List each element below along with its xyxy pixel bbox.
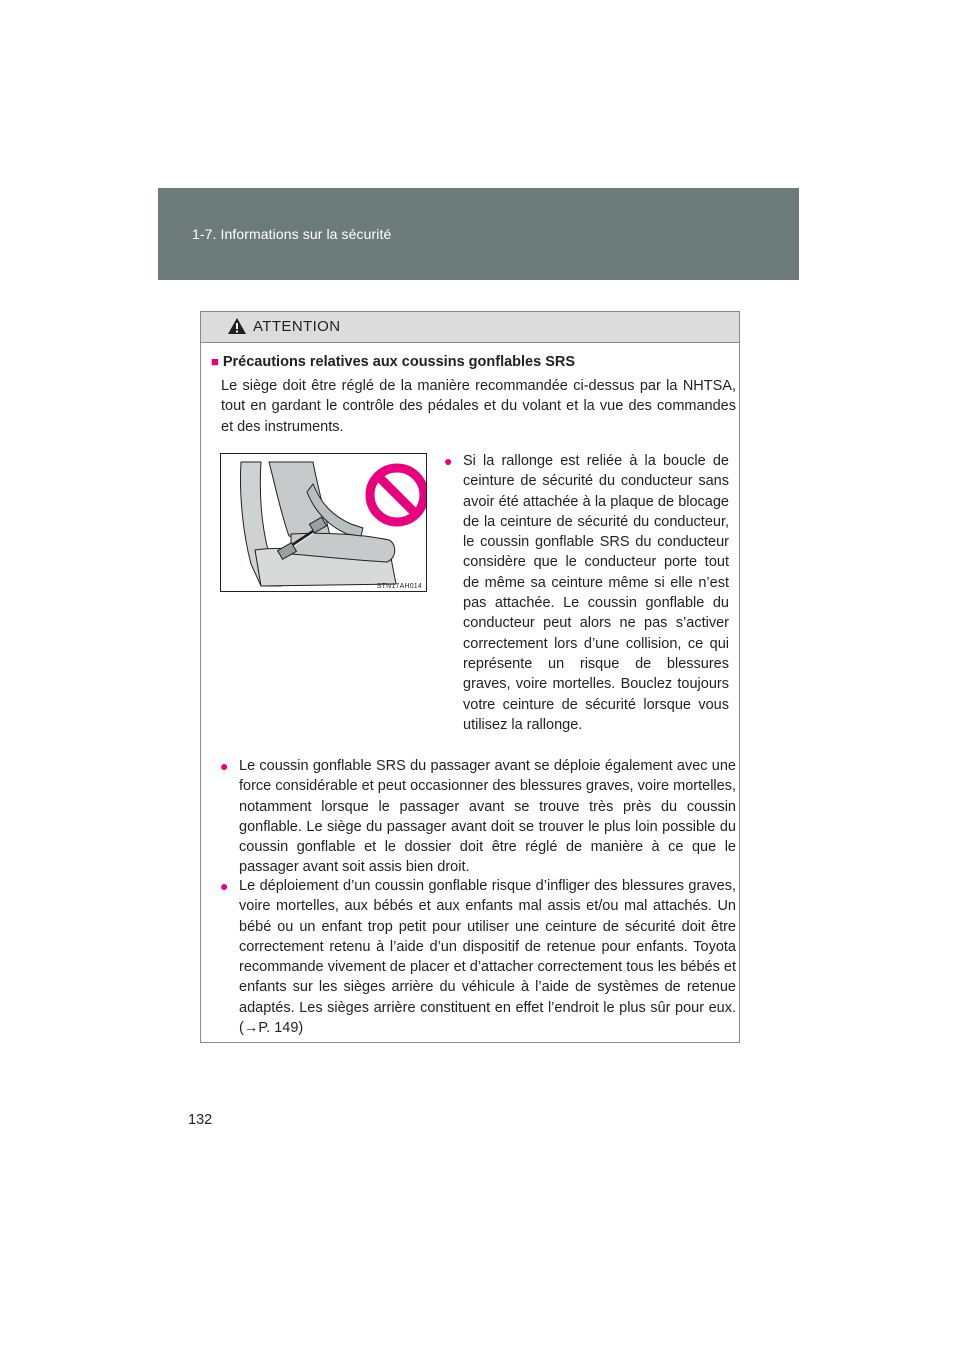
bullet-item xyxy=(220,756,736,878)
section-title: 1-7. Informations sur la sécurité xyxy=(192,226,392,242)
figure-code: STN17AH014 xyxy=(376,583,422,590)
page-number: 132 xyxy=(188,1112,213,1128)
prohibited-icon xyxy=(370,468,424,522)
warning-label: ATTENTION xyxy=(253,318,341,335)
warning-box xyxy=(200,311,740,1043)
bullet-item xyxy=(444,451,729,735)
bullet-item xyxy=(220,876,736,1038)
warning-triangle-icon xyxy=(227,317,247,335)
subhead xyxy=(211,354,575,370)
bullet-icon: ● xyxy=(444,453,453,469)
intro-paragraph: Le siège doit être réglé de la manière recommandée ci-dessus par la NHTSA, tout en gardant le contrôle des pédales et du volant et la vue des commandes et des instruments. xyxy=(221,378,736,435)
warning-header xyxy=(201,312,739,343)
bullet-text: Le déploiement d’un coussin gonflable risque d’infliger des blessures graves, voire mortelles, aux bébés et aux enfants mal assis et/ou mal attachés. Un bébé ou un enfant trop petit pour utiliser une ceinture de sécurité doit être correctement retenu à l’aide d’un dispositif de retenue pour enfants. Toyota recommande vivement de placer et d’attacher correctement tous les bébés et enfants sur les sièges arrière du véhicule à l’aide de systèmes de retenue adaptés. Les sièges arrière constituent en effet l’endroit le plus sûr pour eux. (→P. 149) xyxy=(239,878,736,1037)
section-header-band xyxy=(158,188,799,280)
bullet-icon: ● xyxy=(220,878,229,894)
subhead-marker: ■ xyxy=(211,354,219,369)
bullet-text: Si la rallonge est reliée à la boucle de ceinture de sécurité du conducteur sans avoir été attachée à la plaque de blocage de la ceinture de sécurité du conducteur, le coussin gonflable SRS du conducteur considère que le conducteur porte tout de même sa ceinture même si elle n’est pas attachée. Le coussin gonflable du conducteur peut alors ne pas s’activer correctement lors d’une collision, ce qui représente un risque de blessures graves, voire mortelles. Bouclez toujours votre ceinture de sécurité lorsque vous utilisez la rallonge. xyxy=(463,453,729,733)
seatbelt-illustration xyxy=(220,453,427,592)
seatbelt-drawing xyxy=(221,454,427,592)
bullet-text: Le coussin gonflable SRS du passager avant se déploie également avec une force considérable et peut occasionner des blessures graves, voire mortelles, notamment lorsque le passager avant se trouve très près du coussin gonflable. Le siège du passager avant doit se trouver le plus loin possible du coussin gonflable et le dossier doit être réglé de manière à ce que le passager avant soit assis bien droit. xyxy=(239,758,736,876)
subhead-text: Précautions relatives aux coussins gonflables SRS xyxy=(222,354,576,370)
bullet-icon: ● xyxy=(220,758,229,774)
